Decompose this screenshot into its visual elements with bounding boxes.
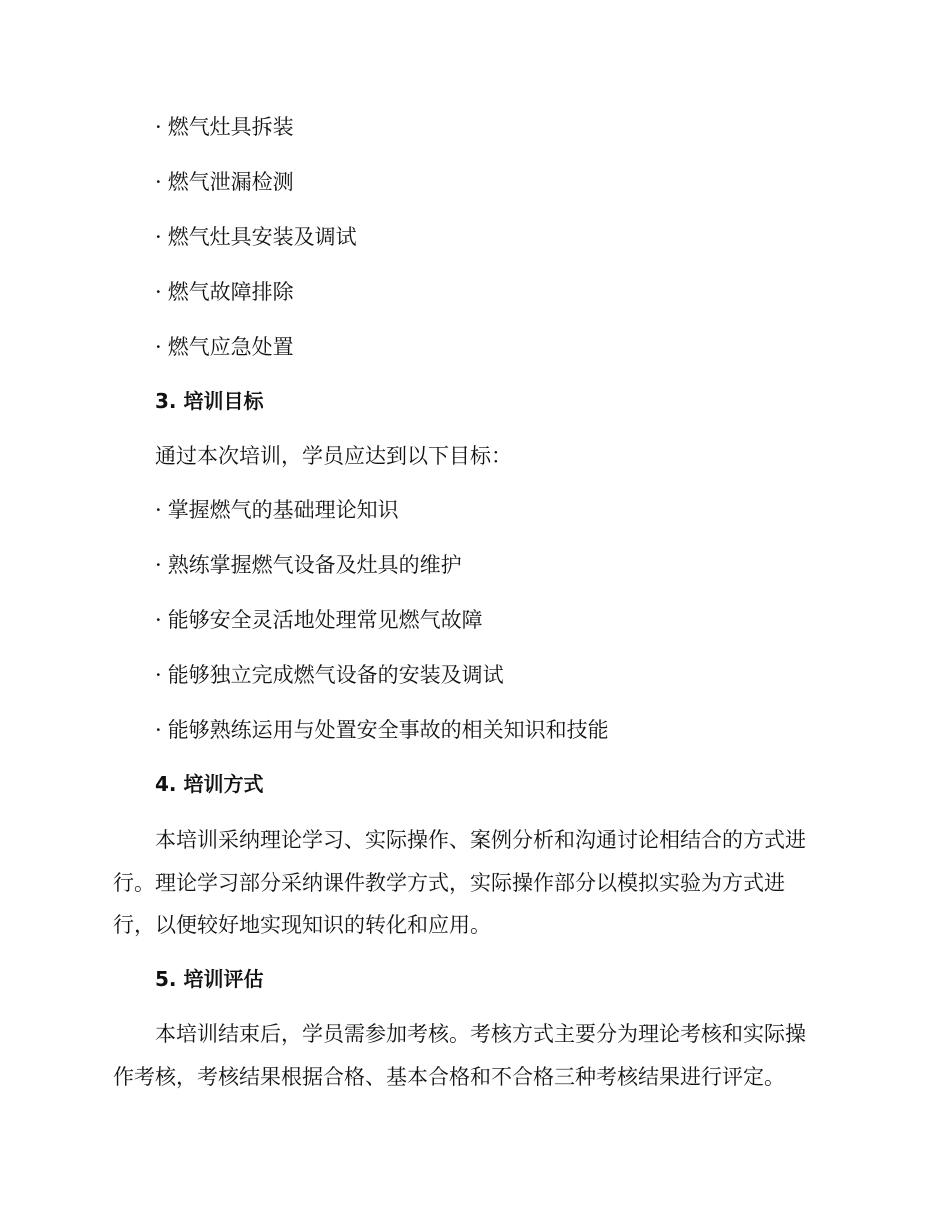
bullet-icon: · [155,498,162,522]
bullet-icon: · [155,225,162,249]
bullet-icon: · [155,718,162,742]
list-item [155,276,294,308]
list-item-text: 燃气泄漏检测 [167,170,294,194]
list-item [155,221,357,253]
bullet-icon: · [155,335,162,359]
paragraph-line: 行，以便较好地实现知识的转化和应用。 [113,913,491,937]
list-item-text: 能够熟练运用与处置安全事故的相关知识和技能 [167,718,609,742]
section-intro: 通过本次培训，学员应达到以下目标： [155,444,512,468]
list-item-text: 能够独立完成燃气设备的安装及调试 [167,663,504,687]
list-item-text: 燃气故障排除 [167,280,294,304]
section-heading-method: 4. 培训方式 [155,772,264,796]
list-item [155,331,294,363]
list-item-text: 掌握燃气的基础理论知识 [167,498,399,522]
list-item [155,111,294,143]
bullet-icon: · [155,115,162,139]
section-heading-evaluation: 5. 培训评估 [155,967,264,991]
list-item [155,604,483,636]
list-item-text: 燃气灶具拆装 [167,115,294,139]
list-item [155,166,294,198]
bullet-icon: · [155,280,162,304]
paragraph-line: 本培训采纳理论学习、实际操作、案例分析和沟通讨论相结合的方式进 [155,828,806,852]
list-item [155,549,462,581]
list-item-text: 燃气应急处置 [167,335,294,359]
list-item-text: 燃气灶具安装及调试 [167,225,357,249]
list-item-text: 熟练掌握燃气设备及灶具的维护 [167,553,462,577]
paragraph-line: 行。理论学习部分采纳课件教学方式，实际操作部分以模拟实验为方式进 [113,871,785,895]
list-item-text: 能够安全灵活地处理常见燃气故障 [167,608,483,632]
bullet-icon: · [155,663,162,687]
bullet-icon: · [155,553,162,577]
paragraph-line: 作考核，考核结果根据合格、基本合格和不合格三种考核结果进行评定。 [113,1065,785,1089]
section-heading-goals: 3. 培训目标 [155,389,264,413]
list-item [155,494,399,526]
paragraph-line: 本培训结束后，学员需参加考核。考核方式主要分为理论考核和实际操 [155,1022,806,1046]
list-item [155,659,504,691]
list-item [155,714,609,746]
bullet-icon: · [155,608,162,632]
bullet-icon: · [155,170,162,194]
